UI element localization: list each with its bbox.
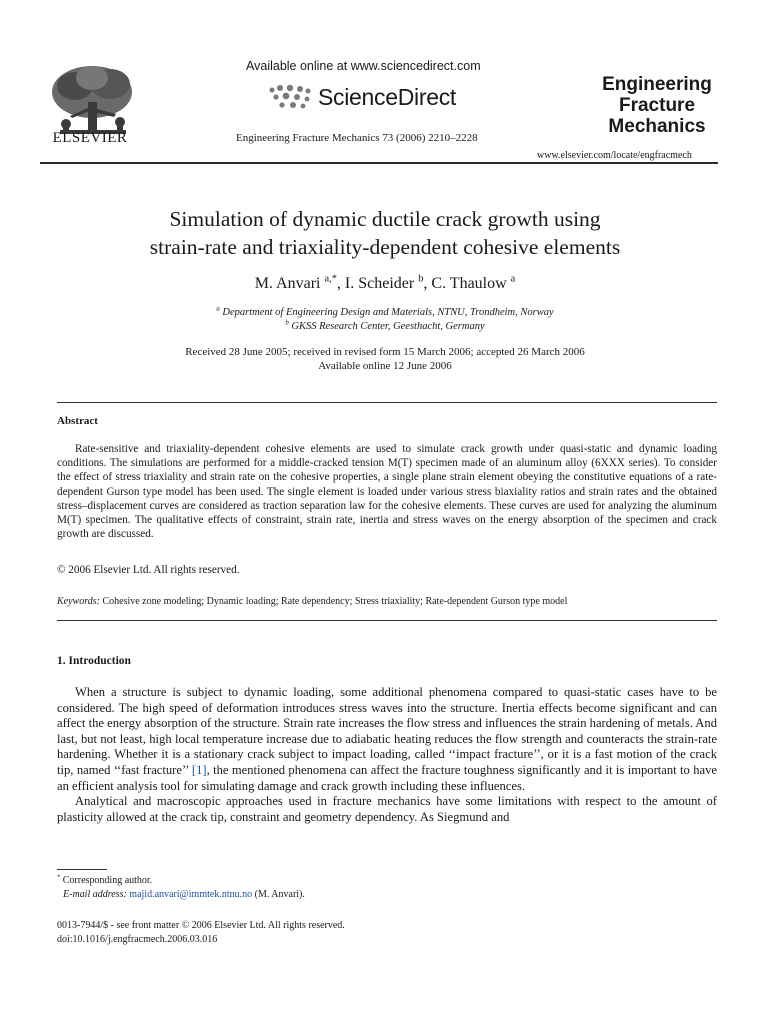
intro-paragraph-1 (57, 685, 717, 794)
journal-url[interactable]: www.elsevier.com/locate/engfracmech (537, 150, 692, 161)
intro-text: When a structure is subject to dynamic loading, some additional phenomena compared to quasi-static cases have to be considered. The high speed of deformation introduces stress waves into the structure. Inertia effects become significant and can affect the energy absorption of the structure. Strain rate increases the flow stress and influences the strain hardening of metals. And last, but not least, high local temperature increase due to adiabatic heating reduces the flow strength and counteracts the strain-rate hardening. Whether it is a stationary crack subject to impact loading, called ‘‘impact fracture’’, or it is a fast motion of the crack tip, named ‘‘fast fracture’’ (57, 685, 717, 777)
title-line-1: Simulation of dynamic ductile crack growth using (169, 207, 601, 231)
introduction-body (57, 685, 717, 825)
author-name: M. Anvari (254, 275, 321, 292)
intro-paragraph-2: Analytical and macroscopic approaches used in fracture mechanics have some limitations with respect to the amount of plasticity allowed at the crack tip, constraint and geometry dependency. As Siegmund and (57, 794, 717, 824)
affiliation-text: GKSS Research Center, Geesthacht, Germany (291, 321, 485, 332)
doi-line[interactable]: doi:10.1016/j.engfracmech.2006.03.016 (57, 934, 218, 945)
keywords (57, 596, 567, 607)
citation-link[interactable]: [1] (191, 762, 207, 777)
abstract-top-rule (57, 402, 717, 403)
keywords-label: Keywords: (57, 596, 100, 607)
email-link[interactable]: majid.anvari@immtek.ntnu.no (129, 889, 253, 900)
abstract-heading: Abstract (57, 415, 98, 427)
email-label: E-mail address: (63, 889, 127, 900)
corresponding-label: Corresponding author. (62, 875, 153, 886)
sciencedirect-dots-icon (266, 84, 314, 112)
keywords-list: Cohesive zone modeling; Dynamic loading; Rate dependency; Stress triaxiality; Rate-dependent Gurson type model (102, 596, 568, 607)
section-heading: 1. Introduction (57, 655, 131, 667)
author-name: C. Thaulow (431, 275, 507, 292)
intro-text: , the mentioned phenomena can affect the fracture toughness significantly and it is important to have an efficient analysis tool for simulating damage and crack growth including these influences. (57, 762, 718, 793)
abstract-paragraph: Rate-sensitive and triaxiality-dependent cohesive elements are used to simulate crack growth under quasi-static and dynamic loading conditions. The simulations are performed for a middle-cracked tension M(T) specimen made of an aluminum alloy (6XXX series). To consider the effect of stress triaxiality and strain rate on the cohesive properties, a single plane strain element obeying the constitutive equations of a rate-dependent Gurson type model has been used. The single element is loaded under various stress biaxiality ratios and strain rates and the obtained stress–displacement curves are considered as traction separation law for the cohesive elements. These curves are used for analyzing the aluminum M(T) specimen. The qualitative effects of constraint, strain rate, inertia and stress waves on the energy absorption of the specimen and crack growth are discussed. (57, 443, 717, 541)
author-affiliation-mark: b (418, 273, 424, 285)
author-name: I. Scheider (344, 275, 415, 292)
footnote-rule (57, 869, 107, 870)
paper-title (60, 205, 710, 261)
affiliation (60, 306, 710, 320)
journal-title-line: Fracture (618, 95, 696, 116)
received-dates: Received 28 June 2005; received in revised form 15 March 2006; accepted 26 March 2006 (185, 346, 585, 358)
available-online-date: Available online 12 June 2006 (318, 360, 452, 372)
publisher-name: ELSEVIER (52, 130, 128, 146)
author-list: M. Anvari $^{a,*}$, I. Scheider $^b$, C. Thaulow $^a$ (254, 273, 516, 292)
affiliation-mark: b (285, 319, 289, 327)
affiliations (60, 306, 710, 334)
copyright-line: © 2006 Elsevier Ltd. All rights reserved. (57, 564, 240, 576)
available-online-text[interactable]: Available online at www.sciencedirect.com (246, 59, 481, 73)
abstract-bottom-rule (57, 620, 717, 621)
footnote (57, 874, 305, 902)
affiliation (60, 320, 710, 334)
affiliation-mark: a (216, 305, 220, 313)
affiliation-text: Department of Engineering Design and Materials, NTNU, Trondheim, Norway (222, 307, 554, 318)
author-affiliation-mark: a,* (324, 273, 337, 285)
abstract-body (57, 442, 717, 541)
front-matter (57, 919, 345, 947)
journal-title-line: Engineering (602, 74, 712, 95)
email-line (57, 888, 305, 902)
sciencedirect-logo-text: ScienceDirect (318, 84, 456, 110)
journal-title-line: Mechanics (608, 116, 706, 137)
header-divider (40, 162, 718, 164)
issn-line: 0013-7944/$ - see front matter © 2006 Elsevier Ltd. All rights reserved. (57, 920, 345, 931)
corresponding-author-note (57, 874, 305, 888)
journal-title (590, 74, 724, 137)
email-owner: (M. Anvari). (254, 889, 305, 900)
footnote-mark: * (57, 873, 61, 881)
article-history (60, 345, 710, 373)
journal-reference: Engineering Fracture Mechanics 73 (2006) 2210–2228 (236, 132, 478, 144)
title-line-2: strain-rate and triaxiality-dependent cohesive elements (149, 235, 621, 259)
author-affiliation-mark: a (510, 273, 516, 285)
